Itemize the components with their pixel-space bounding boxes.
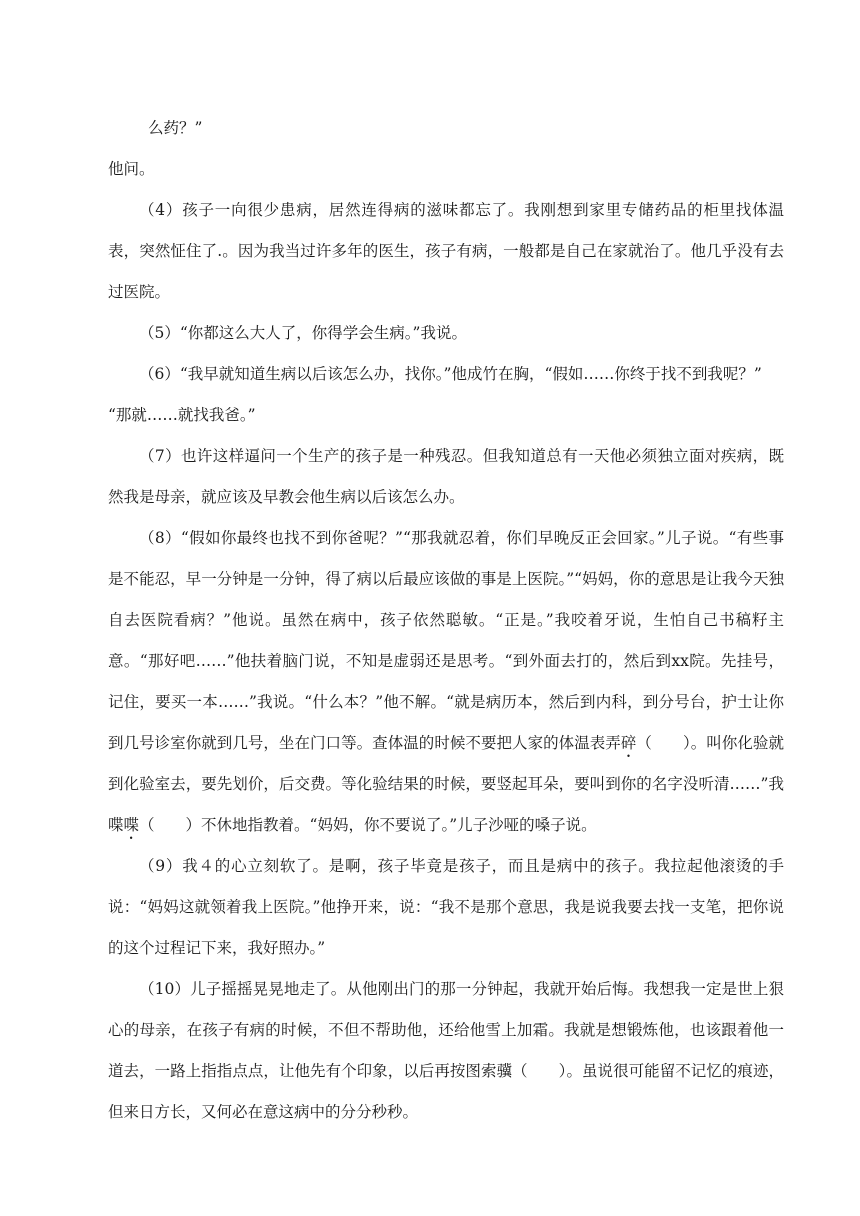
paragraph-8-part-3: （ ）不休地指教着。“妈妈，你不要说了。”儿子沙哑的嗓子说。 [139, 816, 597, 834]
marked-char-die: 喋 [123, 816, 140, 834]
paragraph-7: （7）也许这样逼问一个生产的孩子是一种残忍。但我知道总有一天他必须独立面对疾病，既然我是母亲，就应该及早教会他生病以后该怎么办。 [108, 447, 784, 506]
paragraph-4: （4）孩子一向很少患病，居然连得病的滋味都忘了。我刚想到家里专储药品的柜里找体温表，突然怔住了.。因为我当过许多年的医生，孩子有病，一般都是自己在家就治了。他几乎没有去过医院。 [108, 201, 784, 301]
marked-char-sui: 碎 [620, 734, 637, 752]
paragraph-8-part-1: （8）“假如你最终也找不到你爸呢？”“那我就忍着，你们早晚反正会回家。”儿子说。“有些事是不能忍，早一分钟是一分钟，得了病以后最应该做的事是上医院。”“妈妈，你的意思是让我今天独自去医院看病？”他说。虽然在病中，孩子依然聪敏。“正是。”我咬着牙说，生怕自己书稿籽主意。“那好吧……”他扶着脑门说，不知是虚弱还是思考。“到外面去打的，然后到xx院。先挂号，记住，要买一本……”我说。“什么本？”他不解。“就是病历本，然后到内科，到分号台，护士让你到几号诊室你就到几号，坐在门口等。查体温的时候不要把人家的体温表弄 [108, 529, 784, 752]
paragraph-6: （6）“我早就知道生病以后该怎么办，找你。”他成竹在胸，“假如……你终于找不到我呢？” [139, 365, 762, 383]
paragraph-9: （9）我４的心立刻软了。是啊，孩子毕竟是孩子，而且是病中的孩子。我拉起他滚烫的手说：“妈妈这就领着我上医院。”他挣开来，说：“我不是那个意思，我是说我要去找一支笔，把你说的这个过程记下来，我好照办。” [108, 857, 784, 957]
paragraph-5: （5）“你都这么大人了，你得学会生病。”我说。 [139, 324, 467, 342]
paragraph-10: （10）儿子摇摇晃晃地走了。从他刚出门的那一分钟起，我就开始后悔。我想我一定是世上狠心的母亲，在孩子有病的时候，不但不帮助他，还给他雪上加霜。我就是想锻炼他，也该跟着他一道去，一路上指指点点，让他先有个印象，以后再按图索骥（ ）。虽说很可能留不记忆的痕迹，但来日方长，又何必在意这病中的分分秒秒。 [108, 980, 784, 1121]
paragraph-continuation: 么药？” [148, 119, 203, 137]
article-body [108, 108, 784, 1133]
paragraph-8 [108, 518, 784, 846]
paragraph-8-part-2: （ ）。叫你化验就到化验室去，要先划价，后交费。等化验结果的时候，要竖起耳朵，要叫到你的名字没听清……”我喋 [108, 734, 784, 834]
paragraph-6-reply: “那就……就找我爸。” [108, 406, 256, 424]
paragraph-he-wen: 他问。 [108, 160, 155, 178]
